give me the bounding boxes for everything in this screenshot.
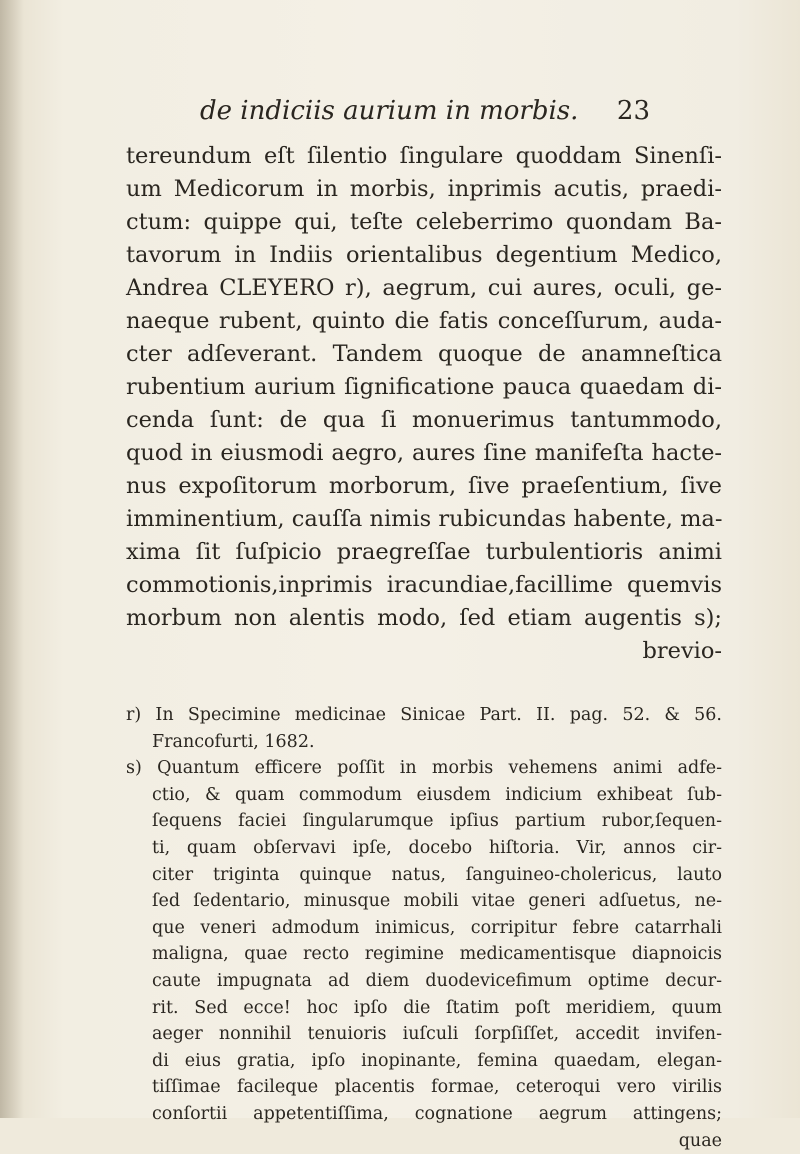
running-title: de indiciis aurium in morbis. <box>200 96 578 126</box>
text-line: quod in eiusmodi aegro, aures ſine manifeſta hacte- <box>126 437 722 470</box>
footnote-line: caute impugnata ad diem duodevicefimum optime decur- <box>126 968 722 995</box>
footnote-line: ſed ſedentario, minusque mobili vitae generi adſuetus, ne- <box>126 888 722 915</box>
footnote-line: r) In Specimine medicinae Sinicae Part. II. pag. 52. & 56. <box>126 702 722 729</box>
text-line: tereundum eſt ſilentio ſingulare quoddam Sinenſi- <box>126 140 722 173</box>
main-text <box>126 140 722 668</box>
text-line: um Medicorum in morbis, inprimis acutis, praedi- <box>126 173 722 206</box>
footnote-line: citer triginta quinque natus, ſanguineo-cholericus, lauto <box>126 862 722 889</box>
text-line: tavorum in Indiis orientalibus degentium Medico, <box>126 239 722 272</box>
footnote-line: Francofurti, 1682. <box>126 729 722 756</box>
footnote-line: s) Quantum efficere poſſit in morbis vehemens animi adfe- <box>126 755 722 782</box>
footnote-line: rit. Sed ecce! hoc ipſo die ſtatim poſt meridiem, quum <box>126 995 722 1022</box>
text-line: morbum non alentis modo, ſed etiam augentis s); <box>126 602 722 635</box>
footnote-line: tiſſimae facileque placentis formae, ceteroqui vero virilis <box>126 1074 722 1101</box>
footnote-line: ſequens faciei ſingularumque ipſius partium rubor,ſequen- <box>126 808 722 835</box>
text-line: nus expoſitorum morborum, ſive praeſentium, ſive <box>126 470 722 503</box>
catchword: brevio- <box>126 635 722 668</box>
text-line: cter adſeverant. Tandem quoque de anamneſtica <box>126 338 722 371</box>
footnotes <box>126 702 722 1154</box>
footnote-line: ti, quam obſervavi ipſe, docebo hiſtoria. Vir, annos cir- <box>126 835 722 862</box>
footnote-line: di eius gratia, ipſo inopinante, femina quaedam, elegan- <box>126 1048 722 1075</box>
text-line: rubentium aurium ſignificatione pauca quaedam di- <box>126 371 722 404</box>
footnote-line: conſortii appetentiſſima, cognatione aegrum attingens; <box>126 1101 722 1128</box>
footnote-line: ctio, & quam commodum eiusdem indicium exhibeat ſub- <box>126 782 722 809</box>
binding-shadow <box>0 0 24 1118</box>
footnote-line: aeger nonnihil tenuioris iuſculi ſorpſiſſet, accedit invifen- <box>126 1021 722 1048</box>
catchword: quae <box>126 1128 722 1154</box>
footnote-line: maligna, quae recto regimine medicamentisque diapnoicis <box>126 941 722 968</box>
text-line: cenda ſunt: de qua ſi monuerimus tantummodo, <box>126 404 722 437</box>
text-line: imminentium, cauſſa nimis rubicundas habente, ma- <box>126 503 722 536</box>
text-line: naeque rubent, quinto die fatis conceſſurum, auda- <box>126 305 722 338</box>
page-number: 23 <box>617 96 650 126</box>
running-header <box>200 96 650 126</box>
footnote-line: que veneri admodum inimicus, corripitur febre catarrhali <box>126 915 722 942</box>
text-line: xima ſit ſuſpicio praegreſſae turbulentioris animi <box>126 536 722 569</box>
text-line: Andrea CLEYERO r), aegrum, cui aures, oculi, ge- <box>126 272 722 305</box>
text-line: ctum: quippe qui, teſte celeberrimo quondam Ba- <box>126 206 722 239</box>
text-line: commotionis,inprimis iracundiae,facillime quemvis <box>126 569 722 602</box>
